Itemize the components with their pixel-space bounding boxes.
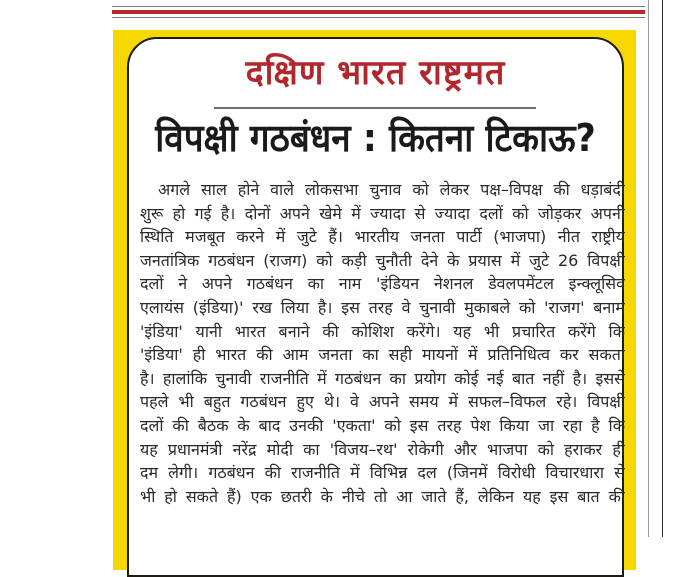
body-line: जनतांत्रिक गठबंधन (राजग) को कड़ी चुनौती देने के प्रयास में जुटे 26 विपक्षी xyxy=(140,250,625,270)
body-line: है। हालांकि चुनावी राजनीति में गठबंधन का प्रयोग कोई नई बात नहीं है। इससे xyxy=(140,368,625,388)
body-line: 'इंडिया' यानी भारत बनाने की कोशिश करेंगे। यह भी प्रचारित करेंगे कि xyxy=(140,321,625,341)
column-divider-light xyxy=(648,0,649,537)
body-line: दलों की बैठक के बाद उनकी 'एकता' को इस तरह पेश किया जा रहा है कि xyxy=(140,415,625,435)
bottom-rule-grey xyxy=(112,17,645,18)
body-line: स्थिति मजबूत करने में जुटे हैं। भारतीय जनता पार्टी (भाजपा) नीत राष्ट्रीय xyxy=(140,227,625,247)
body-line: अगले साल होने वाले लोकसभा चुनाव को लेकर पक्ष–विपक्ष की धड़ाबंदी xyxy=(158,180,625,199)
article-body xyxy=(140,178,625,508)
body-line: शुरू हो गई है। दोनों अपने खेमे में ज्यादा से ज्यादा दलों को जोड़कर अपनी xyxy=(140,203,625,223)
headline: विपक्षी गठबंधन : कितना टिकाऊ? xyxy=(155,116,596,160)
body-line: पहले भी बहुत गठबंधन हुए थे। वे अपने समय में सफल–विफल रहे। विपक्षी xyxy=(140,392,625,412)
body-line: 'इंडिया' ही भारत की आम जनता का सही मायनों में प्रतिनिधित्व कर सकता xyxy=(140,345,625,365)
masthead-title: दक्षिण भारत राष्ट्रमत xyxy=(245,53,506,93)
body-line: यह प्रधानमंत्री नरेंद्र मोदी का 'विजय–रथ' रोकेगी और भाजपा को हराकर ही xyxy=(140,439,625,459)
body-line: दलों ने अपने गठबंधन का नाम 'इंडियन नेशनल डेवलपमेंटल इन्क्लूसिव xyxy=(140,274,625,294)
body-line: दम लेगी। गठबंधन की राजनीति में विभिन्न दल (जिनमें विरोधी विचारधारा से xyxy=(140,463,625,483)
column-divider-dark xyxy=(662,0,663,537)
top-rule-red xyxy=(112,10,645,14)
top-rule-grey xyxy=(112,6,645,7)
masthead-divider xyxy=(214,107,536,109)
body-line: एलायंस (इंडिया)' रख लिया है। इस तरह वे चुनावी मुकाबले को 'राजग' बनाम xyxy=(140,297,625,317)
body-line: भी हो सकते हैं) एक छतरी के नीचे तो आ जाते हैं, लेकिन यह इस बात की xyxy=(140,486,625,506)
